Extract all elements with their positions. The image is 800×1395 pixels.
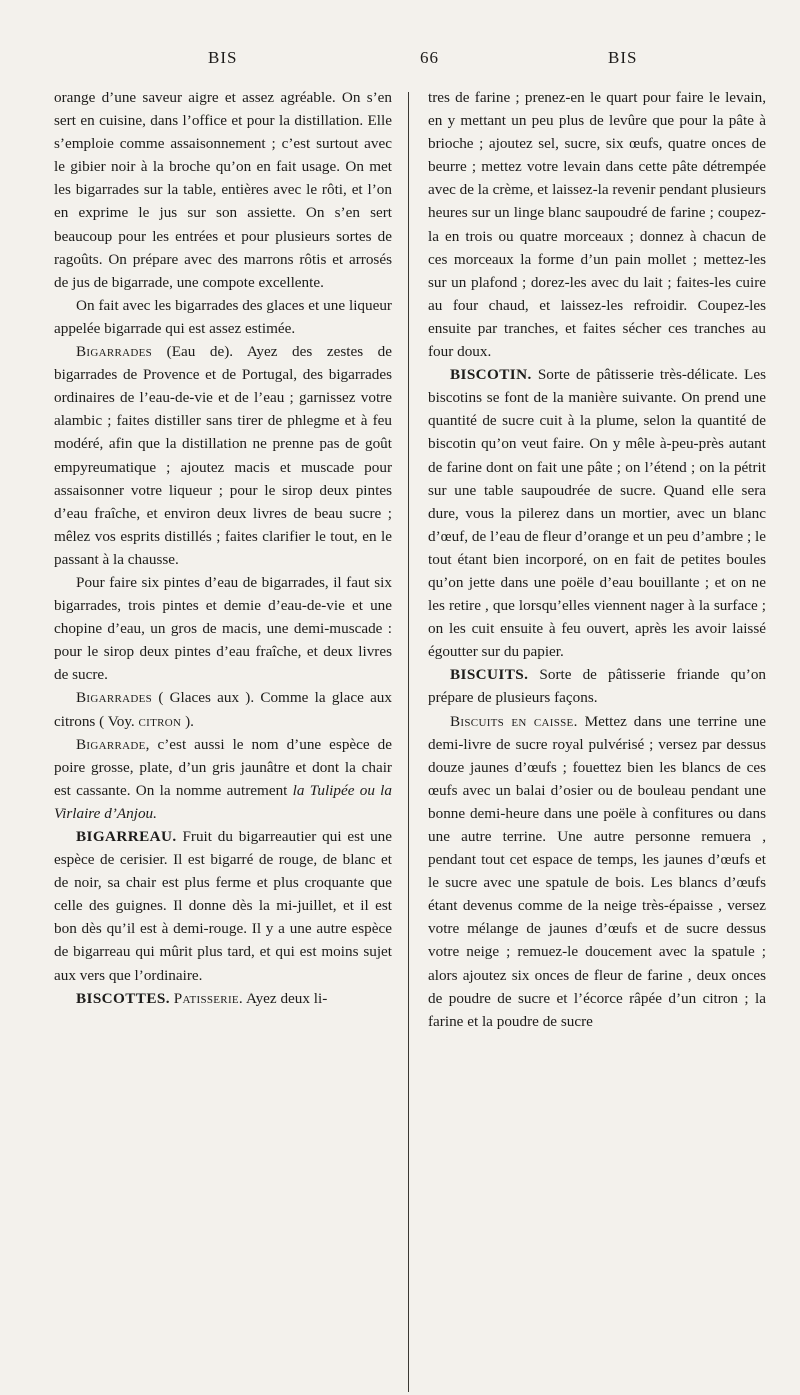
entry-text: , c’est aussi le nom d’une espèce de poire grosse, plate, d’un gris jaunâtre et dont la chair est cassante. On la nomme autrement xyxy=(54,735,392,799)
entry-text: Sorte de pâtisserie très-délicate. Les biscotins se font de la manière suivante. On prend une quantité de sucre cuit à la plume, selon la quantité de biscotin qu’on veut faire. On y mêle à-peu-près autant de farine dont on fait une pâte ; on l’étend ; on la pétrit sur une table saupoudrée de sucre. Quand elle sera dure, vous la pilerez dans un mortier, avec un blanc d’œuf, de l’eau de fleur d’orange et un peu d’ambre ; le tout étant bien incorporé, on en fait de petites boules qu’on jette dans une poële d’eau bouillante ; et on ne les retire , que lorsqu’elles viennent nager à la surface ; on les cuit ensuite à feu ouvert, après les avoir laissé égoutter sur du papier. xyxy=(428,366,766,661)
left-column xyxy=(54,86,392,1010)
entry-bigarrade-poire xyxy=(54,733,392,825)
entry-biscotin xyxy=(428,363,766,663)
running-header xyxy=(60,48,740,72)
entry-text: ( Glaces aux ). Comme la glace aux citrons ( Voy. xyxy=(54,689,392,730)
entry-heading: Biscuits en caisse. xyxy=(450,712,578,730)
entry-six-pintes: Pour faire six pintes d’eau de bigarrades, il faut six bigarrades, trois pintes et demie d’eau-de-vie et une chopine d’eau, un gros de macis, une demi-muscade : pour le sirop deux pintes d’eau fraîche, et deux livres de sucre. xyxy=(54,573,392,684)
entry-eau-de-bigarrades xyxy=(54,340,392,571)
entry-bigarrade-continued: orange d’une saveur aigre et assez agréable. On s’en sert en cuisine, dans l’office et pour la distillation. Elle s’emploie comme assaisonnement ; c’est surtout avec le gibier noir à la broche qu’on en fait usage. On met les bigarrades sur la table, entières avec le rôti, et l’on en exprime le jus sur son assiette. On s’en sert beaucoup pour les entrées et pour plusieurs sortes de ragoûts. On prépare avec des marrons rôtis et arrosés de jus de bigarrade, une compote excellente. xyxy=(54,89,392,291)
entry-text: ). xyxy=(185,712,194,730)
entry-heading: Bigarrade xyxy=(76,735,146,753)
entry-biscuits xyxy=(428,663,766,709)
entry-biscottes-continued: tres de farine ; prenez-en le quart pour faire le levain, en y mettant un peu plus de levûre que pour la pâte à brioche ; ajoutez sel, sucre, six œufs, quatre onces de beurre ; mettez votre levain dans cette pâte détrempée avec de la crème, et laissez-la revenir pendant plusieurs heures sur un linge blanc saupoudré de farine ; coupez-la en trois ou quatre morceaux ; donnez à chacun de ces morceaux la forme d’un pain mollet ; mettez-les sur un plafond ; dorez-les avec du lait ; faites-les cuire au four chaud, et laissez-les refroidir. Coupez-les ensuite par tranches, et faites sécher ces tranches au four doux. xyxy=(428,89,766,361)
column-divider xyxy=(408,92,409,1392)
cross-reference: citron xyxy=(138,712,182,730)
entry-text: (Eau de). Ayez des zestes de bigarrades de Provence et de Portugal, des bigarrades ordinaires de l’eau-de-vie et de l’eau ; garnissez votre alambic ; faites distiller sans tirer de phlegme et à feu modéré, afin que la distillation ne prenne pas de goût empyreumatique ; ajoutez macis et muscade pour assaisonner votre liqueur ; pour le sirop deux pintes d’eau fraîche, et environ deux livres de beau sucre ; mêlez vos esprits distillés ; faites clarifier le tout, en le passant à la chausse. xyxy=(54,343,393,568)
entry-heading: BIGARREAU. xyxy=(76,828,177,845)
entry-heading: BISCOTIN. xyxy=(450,366,532,384)
entry-heading: BISCOTTES. xyxy=(76,989,170,1007)
entry-category-label: Patisserie. xyxy=(173,989,244,1007)
entry-heading: Bigarrades xyxy=(76,343,153,361)
entry-biscuits-en-caisse xyxy=(428,710,766,1033)
entry-heading: Bigarrades xyxy=(76,689,153,707)
header-right-word: BIS xyxy=(608,48,638,67)
entry-glaces-aux-bigarrades xyxy=(54,686,392,732)
entry-text: Ayez deux li- xyxy=(246,989,328,1007)
entry-biscottes xyxy=(54,987,392,1010)
entry-bigarreau xyxy=(54,825,392,987)
right-column xyxy=(428,86,766,1033)
entry-bigarrade-glaces-note: On fait avec les bigarrades des glaces et une liqueur appelée bigarrade qui est assez estimée. xyxy=(54,296,392,337)
page-number: 66 xyxy=(420,48,439,67)
entry-heading: BISCUITS. xyxy=(450,666,529,684)
entry-text: Fruit du bigarreautier qui est une espèce de cerisier. Il est bigarré de rouge, de blanc et de noir, sa chair est plus ferme et plus croquante que celle des guignes. Il donne dès la mi-juillet, et il est bon dès qu’il est à demi-rouge. Il y a une autre espèce de bigarreau qui mûrit plus tard, et qui est moins sujet aux vers que l’ordinaire. xyxy=(54,828,392,984)
entry-italic-text: la Tulipée ou la Virlaire d’Anjou. xyxy=(54,781,392,822)
header-left-word: BIS xyxy=(208,48,238,67)
entry-text: Sorte de pâtisserie friande qu’on prépare de plusieurs façons. xyxy=(428,666,767,707)
entry-text: Mettez dans une terrine une demi-livre de sucre royal pulvérisé ; versez par dessus douze jaunes d’œufs ; fouettez bien les blancs de ces œufs avec un balai d’osier ou de bouleau pendant une bonne demi-heure dans une poële à confitures ou dans une autre terrine. Une autre personne remuera , pendant tout cet espace de temps, les jaunes d’œufs et le sucre avec une spatule de bois. Les blancs d’œufs étant devenus comme de la neige très-épaisse , versez votre mélange de jaunes d’œufs et de sucre dessus votre neige ; remuez-le doucement avec la spatule ; alors ajoutez six onces de fleur de farine , deux onces de poudre de sucre et l’écorce râpée d’un citron ; la farine et la poudre de sucre xyxy=(428,712,767,1030)
